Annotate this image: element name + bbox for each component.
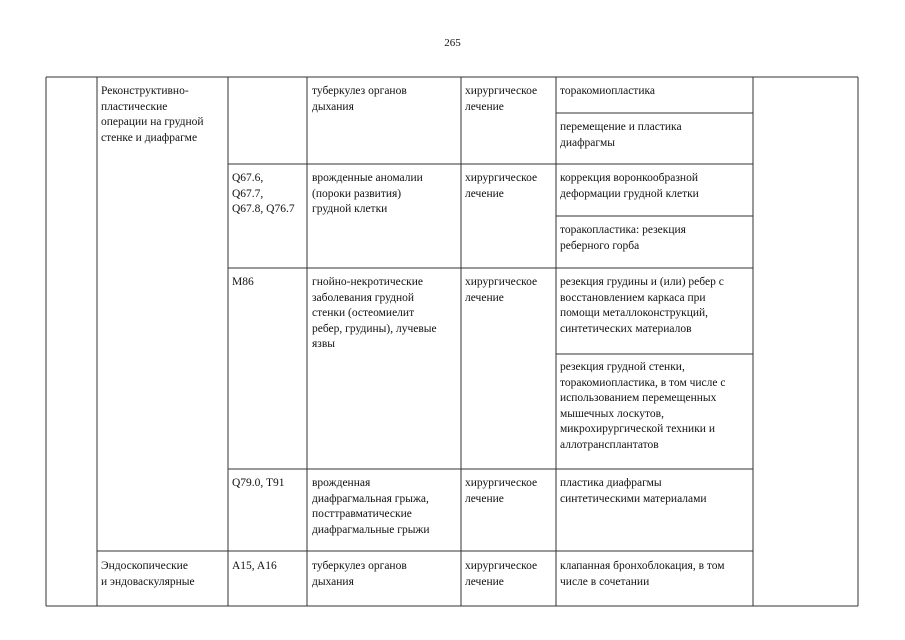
method-cell: торакопластика: резекция реберного горба [560, 224, 686, 252]
method-cell: резекция грудины и (или) ребер с восстановлением каркаса при помощи металлоконструкций, синтетических материалов [560, 276, 724, 335]
method-cell: пластика диафрагмы синтетическими материалами [560, 477, 707, 505]
disease-cell: туберкулез органов дыхания [312, 85, 407, 113]
disease-cell: врожденная диафрагмальная грыжа, посттравматические диафрагмальные грыжи [312, 477, 430, 536]
page-number: 265 [444, 37, 461, 49]
method-cell: клапанная бронхоблокация, в том числе в сочетании [560, 560, 725, 588]
disease-cell: врожденные аномалии (пороки развития) грудной клетки [312, 172, 423, 215]
method-cell: коррекция воронкообразной деформации грудной клетки [560, 172, 699, 200]
codes-cell: Q79.0, T91 [232, 477, 285, 489]
method-cell: резекция грудной стенки, торакомиопластика, в том числе с использованием перемещенных мышечных лоскутов, микрохирургической техники и аллотрансплантатов [560, 361, 726, 451]
treatment-cell: хирургическое лечение [465, 276, 538, 304]
treatment-cell: хирургическое лечение [465, 85, 538, 113]
codes-cell: Q67.6, Q67.7, Q67.8, Q76.7 [232, 172, 295, 215]
section-name: Эндоскопические и эндоваскулярные [101, 560, 195, 588]
codes-cell: A15, A16 [232, 560, 277, 572]
treatment-cell: хирургическое лечение [465, 172, 538, 200]
disease-cell: гнойно-некротические заболевания грудной стенки (остеомиелит ребер, грудины), лучевые язвы [312, 276, 437, 350]
method-cell: перемещение и пластика диафрагмы [560, 121, 682, 149]
method-cell: торакомиопластика [560, 85, 655, 97]
treatment-cell: хирургическое лечение [465, 477, 538, 505]
treatment-cell: хирургическое лечение [465, 560, 538, 588]
disease-cell: туберкулез органов дыхания [312, 560, 407, 588]
section-name: Реконструктивно- пластические операции на грудной стенке и диафрагме [101, 85, 204, 144]
codes-cell: M86 [232, 276, 254, 288]
